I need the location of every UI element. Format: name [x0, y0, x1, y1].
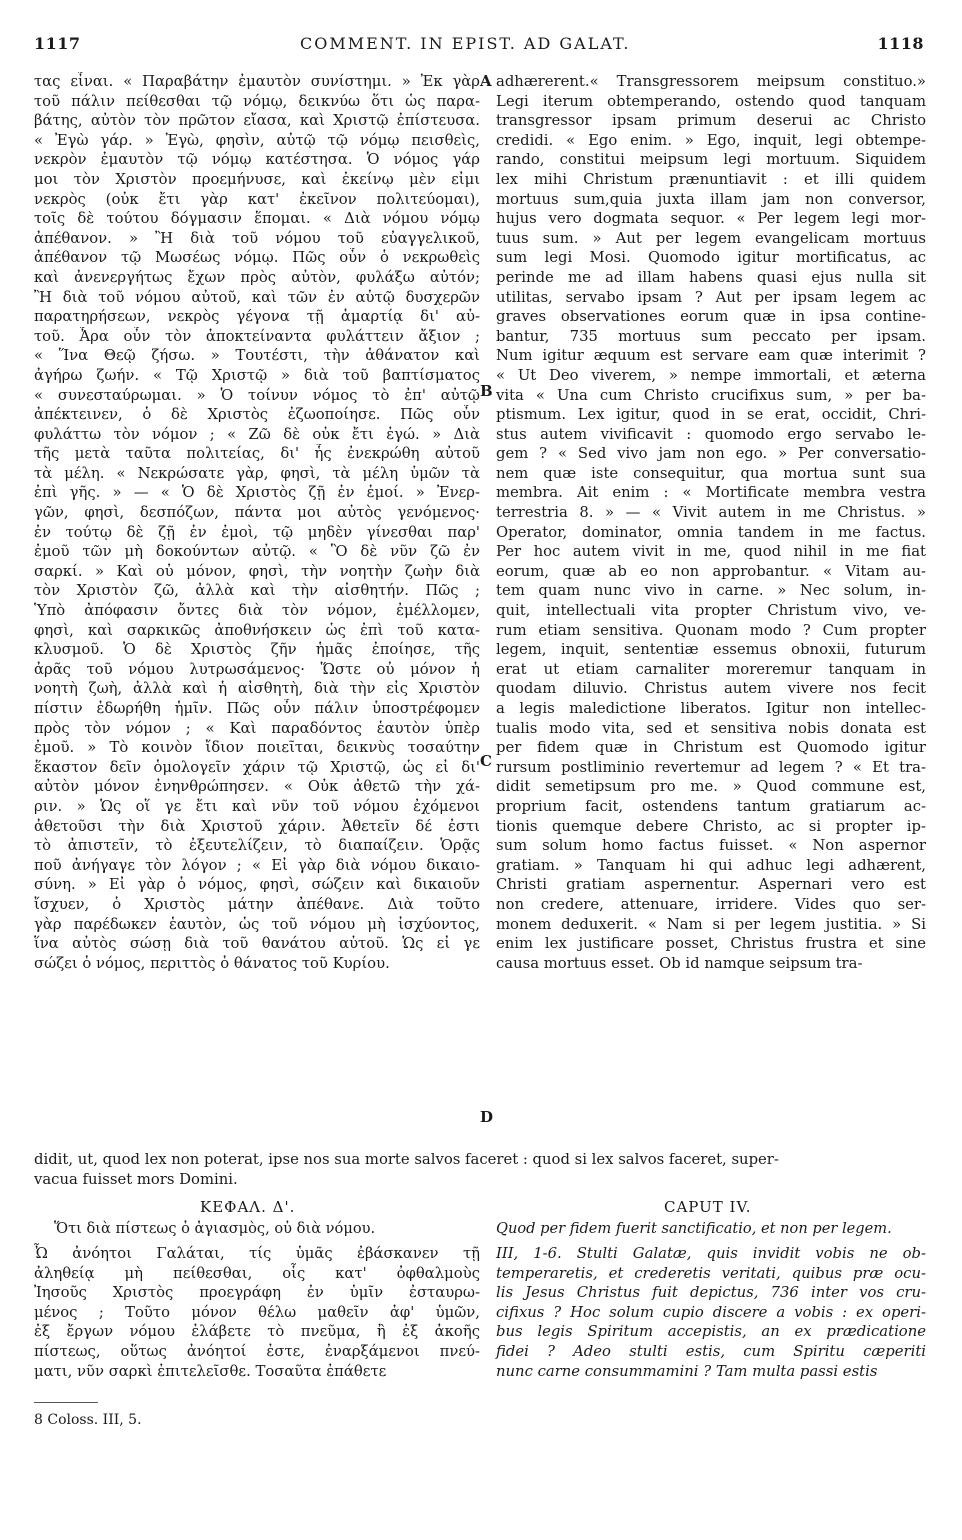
text-line: nunc carne consummamini ? Tam multa passi estis	[496, 1362, 878, 1380]
text-line: ἵνα αὐτὸς σώσῃ διὰ τοῦ θανάτου αὐτοῦ. Ὡς εἰ γε	[34, 935, 480, 953]
text-line: rando, constitui meipsum legi mortuum. Siquidem	[496, 151, 926, 169]
text-line: φυλάττω τὸν νόμον ; « Ζῶ δὲ οὐκ ἔτι ἐγώ. » Διὰ	[34, 425, 480, 443]
section-marker-c: C	[480, 752, 492, 770]
text-line: hujus vero dogmata sequor. « Per legem legi mor-	[496, 210, 926, 228]
section-marker-a: A	[480, 72, 492, 90]
text-line: τας εἶναι. « Παραβάτην ἐμαυτὸν συνίστημι. » Ἐκ γὰρ	[34, 73, 480, 90]
running-title: COMMENT. IN EPIST. AD GALAT.	[300, 34, 631, 53]
text-line: stus autem vivificavit : quomodo ergo servabo le-	[496, 425, 926, 443]
text-line: ἐν τούτῳ δὲ ζῇ ἐν ἐμοὶ, τῷ μηδὲν γίνεσθαι παρ'	[34, 523, 480, 541]
text-line: ἀπέθανον. » Ἢ διὰ τοῦ νόμου τοῦ εὐαγγελικοῦ,	[34, 229, 480, 247]
text-line: παρατηρήσεων, νεκρὸς γέγονα τῇ ἁμαρτίᾳ δι' αὐ-	[34, 308, 480, 326]
text-line: πίστιν ἐδωρήθη ἡμῖν. Πῶς οὖν πάλιν ὑποστρέφομεν	[34, 700, 480, 717]
text-line: νεκρὸν ἐμαυτὸν τῷ νόμῳ κατέστησα. Ὁ νόμος γάρ	[34, 151, 480, 169]
text-line: sum legi Mosi. Quomodo igitur mortificatus, ac	[496, 249, 926, 267]
text-line: tuus sum. » Aut per legem evangelicam mortuus	[496, 229, 926, 247]
text-line: tualis modo vita, sed et sensitiva nobis donata est	[496, 719, 926, 737]
text-line: Legi iterum obtemperando, ostendo quod tanquam	[496, 92, 926, 110]
greek-column	[34, 72, 480, 973]
text-line: legem, inquit, sententiæ essemus obnoxii, futurum	[496, 641, 926, 659]
text-line: non credere, attenuare, irridere. Vides quo ser-	[496, 895, 926, 913]
text-line: Operator, dominator, omnia tandem in me factus.	[496, 523, 926, 541]
text-line: Per hoc autem vivit in me, quod nihil in me fiat	[496, 543, 926, 561]
text-line: nem quæ iste consequitur, qua mortua sunt sua	[496, 464, 926, 482]
text-line: eorum, quæ ab eo non approbantur. « Vitam au-	[496, 562, 926, 580]
text-line: adhærerent.« Transgressorem meipsum constituo.»	[496, 73, 926, 90]
text-line: cifixus ? Hoc solum cupio discere a vobis : ex operi-	[496, 1303, 926, 1321]
text-line: vita « Una cum Christo crucifixus sum, » per ba-	[496, 386, 926, 404]
text-line: gem ? « Sed vivo jam non ego. » Per conversatio-	[496, 445, 926, 463]
text-line: membra. Ait enim : « Mortificate membra vestra	[496, 484, 926, 502]
text-line: νεκρὸς (οὐκ ἔτι γὰρ κατ' ἐκεῖνον πολιτεύομαι),	[34, 190, 480, 208]
text-line: causa mortuus esset. Ob id namque seipsum tra-	[496, 954, 863, 972]
text-line: σύνη. » Εἰ γὰρ ὁ νόμος, φησὶ, σώζειν καὶ δικαιοῦν	[34, 876, 480, 894]
footnote: 8 Coloss. III, 5.	[34, 1412, 142, 1428]
section-marker-d: D	[480, 1108, 494, 1126]
text-line: bus legis Spiritum accepistis, an ex prædicatione	[496, 1323, 926, 1341]
text-line: πίστεως, οὕτως ἀνόητοί ἐστε, ἐναρξάμενοι πνεύ-	[34, 1342, 480, 1360]
text-line: fidei ? Adeo stulti estis, cum Spiritu cæperiti	[496, 1342, 926, 1360]
section-marker-b: B	[480, 382, 493, 400]
text-line: « Ut Deo viverem, » nempe immortali, et æterna	[496, 366, 926, 384]
text-line: πρὸς τὸν νόμον ; « Καὶ παραδόντος ἑαυτὸν ὑπὲρ	[34, 719, 480, 737]
text-line: Ἢ διὰ τοῦ νόμου αὐτοῦ, καὶ τῶν ἐν αὐτῷ δυσχερῶν	[34, 288, 480, 306]
text-line: « συνεσταύρωμαι. » Ὁ τοίνυν νόμος τὸ ἐπ' αὐτῷ	[34, 386, 480, 404]
greek-chapter-heading: ΚΕΦΑΛ. Δ'.	[200, 1198, 296, 1216]
text-line: ptismum. Lex igitur, quod in se erat, occidit, Chri-	[496, 406, 926, 424]
text-line: σώζει ὁ νόμος, περιττὸς ὁ θάνατος τοῦ Κυρίου.	[34, 954, 390, 972]
text-line: mortuus sum,quia juxta illam jam non conversor,	[496, 190, 926, 208]
text-line: αὐτὸν μόνον ἐνηνθρώπησεν. « Οὐκ ἀθετῶ τὴν χά-	[34, 778, 480, 796]
text-line: σαρκί. » Καὶ οὐ μόνον, φησὶ, τὴν νοητὴν ζωὴν διὰ	[34, 562, 480, 580]
text-line: τὸ ἀπιστεῖν, τὸ ἐξευτελίζειν, τὸ διαπαίζειν. Ὁρᾷς	[34, 837, 480, 855]
text-line: ἕκαστον δεῖν ὁμολογεῖν χάριν τῷ Χριστῷ, ὡς εἰ δι'	[34, 758, 480, 776]
page-number-right: 1118	[877, 34, 924, 53]
text-line: ἀπέκτεινεν, ὁ δὲ Χριστὸς ἐζωοποίησε. Πῶς οὖν	[34, 406, 480, 424]
running-header	[0, 0, 962, 60]
text-line: utilitas, servabo ipsam ? Aut per ipsam legem ac	[496, 288, 926, 306]
text-line: quit, intellectuali vita propter Christum vivo, ve-	[496, 602, 926, 620]
text-line: Num igitur æquum est servare eam quæ interimit ?	[496, 347, 926, 365]
text-line: didit, ut, quod lex non poterat, ipse nos sua morte salvos faceret : quod si lex salvos faceret, super-	[34, 1151, 779, 1168]
text-line: ποῦ ἀνήγαγε τὸν λόγον ; « Εἰ γὰρ διὰ νόμου δικαιο-	[34, 856, 480, 874]
text-line: a legis maledictione liberatos. Igitur non intellec-	[496, 700, 926, 717]
text-line: « Ἐγὼ γάρ. » Ἐγὼ, φησὶν, αὐτῷ τῷ νόμῳ πεισθεὶς,	[34, 131, 480, 149]
text-line: ἀπέθανον τῷ Μωσέως νόμῳ. Πῶς οὖν ὁ νεκρωθεὶς	[34, 249, 480, 267]
text-line: monem deduxerit. « Nam si per legem justitia. » Si	[496, 915, 926, 933]
latin-column	[496, 72, 926, 973]
text-line: ματι, νῦν σαρκὶ ἐπιτελεῖσθε. Τοσαῦτα ἐπάθετε	[34, 1362, 387, 1380]
text-line: enim lex justificare posset, Christus frustra et sine	[496, 935, 926, 953]
text-line: perinde me ad illam habens quasi ejus nulla sit	[496, 268, 926, 286]
text-line: ἀθετοῦσι τὴν διὰ Χριστοῦ χάριν. Ἀθετεῖν δέ ἐστι	[34, 817, 480, 835]
text-line: ριν. » Ὡς οἵ γε ἔτι καὶ νῦν τοῦ νόμου ἐχόμενοι	[34, 797, 480, 815]
text-line: tem quam nunc vivo in carne. » Nec solum, in-	[496, 582, 926, 600]
text-line: τὰ μέλη. « Νεκρώσατε γὰρ, φησὶ, τὰ μέλη ὑμῶν τὰ	[34, 464, 480, 482]
text-line: ἴσχυεν, ὁ Χριστὸς μάτην ἀπέθανε. Διὰ τοῦτο	[34, 895, 480, 913]
text-line: καὶ ἀνενεργήτως ἔχων πρὸς αὐτὸν, φυλάξω αὐτόν;	[34, 268, 480, 286]
text-line: Ἰησοῦς Χριστὸς προεγράφη ἐν ὑμῖν ἐσταυρω-	[34, 1284, 480, 1302]
text-line: τοῦ. Ἆρα οὖν τὸν ἀποκτείναντα φυλάττειν ἄξιον ;	[34, 327, 480, 345]
text-line: ἐμοῦ. » Τὸ κοινὸν ἴδιον ποιεῖται, δεικνὺς τοσαύτην	[34, 739, 480, 757]
latin-chapter-heading: CAPUT IV.	[664, 1198, 752, 1216]
text-line: μοι τὸν Χριστὸν προεμήνυσε, καὶ ἐκείνῳ μὲν εἰμι	[34, 170, 480, 188]
page-number-left: 1117	[34, 34, 81, 53]
text-line: γῶν, φησὶ, δεσπόζων, πάντα μοι αὐτὸς γενόμενος·	[34, 504, 480, 522]
text-line: lex mihi Christum prænuntiavit : et illi quidem	[496, 170, 926, 188]
text-line: graves observationes eorum quæ in ipsa contine-	[496, 308, 926, 326]
text-line: τοῦ πάλιν πείθεσθαι τῷ νόμῳ, δεικνύω ὅτι ὡς παρα-	[34, 92, 480, 110]
text-line: rursum postliminio revertemur ad legem ? « Et tra-	[496, 758, 926, 776]
text-line: didit semetipsum pro me. » Quod commune est,	[496, 778, 926, 796]
text-line: ἐξ ἔργων νόμου ἐλάβετε τὸ πνεῦμα, ἢ ἐξ ἀκοῆς	[34, 1323, 480, 1341]
latin-chapter-text	[496, 1244, 926, 1381]
text-line: ἀρᾶς τοῦ νόμου λυτρωσάμενος· Ὥστε οὐ μόνον ἡ	[34, 660, 480, 678]
text-line: transgressor ipsam primum deserui ac Christo	[496, 112, 926, 130]
text-line: temperaretis, et crederetis veritati, quibus præ ocu-	[496, 1264, 926, 1282]
text-line: Christi gratiam aspernentur. Aspernari vero est	[496, 876, 926, 894]
greek-chapter-text	[34, 1244, 480, 1381]
text-line: νοητὴ ζωὴ, ἀλλὰ καὶ ἡ αἰσθητὴ, διὰ τὴν εἰς Χριστὸν	[34, 680, 480, 698]
text-line: credidi. « Ego enim. » Ego, inquit, legi obtempe-	[496, 131, 926, 149]
text-line: per fidem quæ in Christum est Quomodo igitur	[496, 739, 926, 757]
footnote-rule	[34, 1402, 98, 1403]
latin-chapter-subtitle: Quod per fidem fuerit sanctificatio, et non per legem.	[496, 1220, 892, 1237]
text-line: terrestria 8. » — « Vivit autem in me Christus. »	[496, 504, 926, 522]
text-line: τοῖς δὲ τούτου δόγμασιν ἕπομαι. « Διὰ νόμου νόμῳ	[34, 210, 480, 228]
text-line: gratiam. » Tanquam hi qui adhuc legi adhærent,	[496, 856, 926, 874]
text-line: τὸν Χριστὸν ζῶ, ἀλλὰ καὶ τὴν αἰσθητήν. Πῶς ;	[34, 582, 480, 600]
text-line: ἀγήρω ζωήν. « Τῷ Χριστῷ » διὰ τοῦ βαπτίσματος	[34, 366, 480, 384]
full-width-continuation	[34, 1150, 924, 1189]
text-line: erat ut etiam carnaliter moreremur tanquam in	[496, 660, 926, 678]
text-line: III, 1-6. Stulti Galatæ, quis invidit vobis ne ob-	[496, 1245, 926, 1262]
text-line: ἀληθείᾳ μὴ πείθεσθαι, οἷς κατ' ὀφθαλμοὺς	[34, 1264, 480, 1282]
text-line: vacua fuisset mors Domini.	[34, 1170, 238, 1188]
text-line: quodam diluvio. Christus autem vivere nos fecit	[496, 680, 926, 698]
text-line: φησὶ, καὶ σαρκικῶς ἀποθνήσκειν ὡς ἐπὶ τοῦ κατα-	[34, 621, 480, 639]
text-line: « Ἵνα Θεῷ ζήσω. » Τουτέστι, τὴν ἀθάνατον καὶ	[34, 347, 480, 365]
text-line: κλυσμοῦ. Ὁ δὲ Χριστὸς ζῆν ἡμᾶς ἐποίησε, τῆς	[34, 641, 480, 659]
text-line: tionis quemque debere Christo, ac si propter ip-	[496, 817, 926, 835]
text-line: lis Jesus Christus fuit depictus, 736 inter vos cru-	[496, 1284, 926, 1302]
text-line: rum etiam sensitiva. Quonam modo ? Cum propter	[496, 621, 926, 639]
text-line: ἐπὶ γῆς. » — « Ὁ δὲ Χριστὸς ζῇ ἐν ἐμοί. » Ἐνερ-	[34, 484, 480, 502]
text-line: μένος ; Τοῦτο μόνον θέλω μαθεῖν ἀφ' ὑμῶν,	[34, 1303, 480, 1321]
text-line: Ὦ ἀνόητοι Γαλάται, τίς ὑμᾶς ἐβάσκανεν τῇ	[34, 1245, 480, 1262]
text-line: βάτης, αὐτὸν τὸν πρῶτον εἴασα, καὶ Χριστῷ ἐπίστευσα.	[34, 112, 480, 130]
text-line: Ὑπὸ ἀπόφασιν ὄντες διὰ τὸν νόμον, ἐμέλλομεν,	[34, 602, 480, 620]
text-line: proprium facit, ostendens tantum gratiarum ac-	[496, 797, 926, 815]
text-line: γὰρ παρέδωκεν ἑαυτὸν, ὡς τοῦ νόμου μὴ ἰσχύοντος,	[34, 915, 480, 933]
text-line: bantur, 735 mortuus sum peccato per ipsam.	[496, 327, 926, 345]
text-line: ἐμοῦ τῶν μὴ δοκούντων αὐτῷ. « Ὃ δὲ νῦν ζῶ ἐν	[34, 543, 480, 561]
text-line: τῆς μετὰ ταῦτα πολιτείας, δι' ἧς ἐνεκρώθη αὐτοῦ	[34, 445, 480, 463]
text-line: sum solum homo factus fuisset. « Non aspernor	[496, 837, 926, 855]
greek-chapter-subtitle: Ὅτι διὰ πίστεως ὁ ἁγιασμὸς, οὐ διὰ νόμου.	[54, 1220, 376, 1237]
